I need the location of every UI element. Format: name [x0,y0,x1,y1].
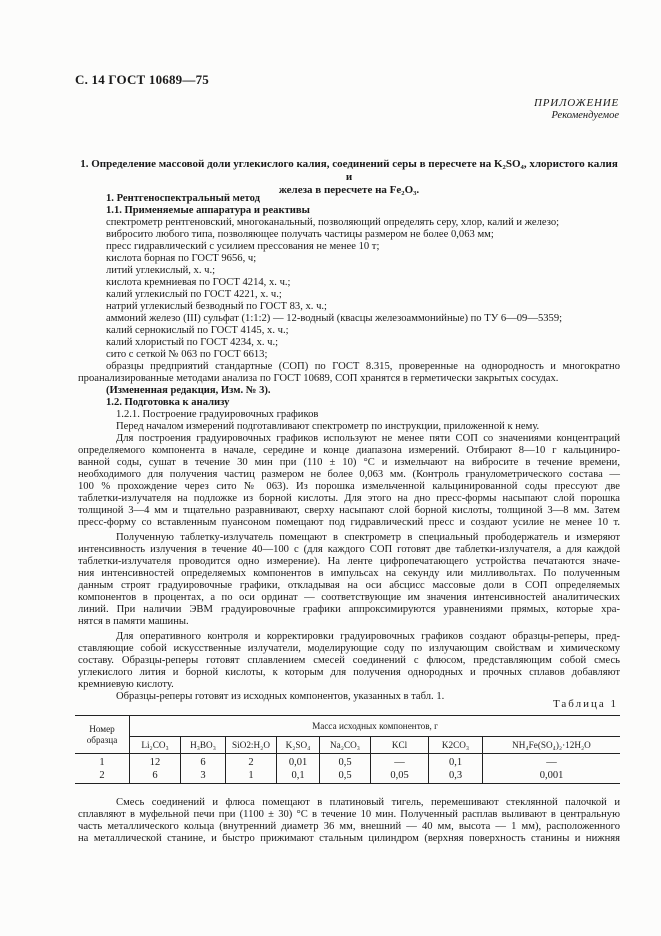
table-cell: — [483,754,621,769]
table-caption: Таблица 1 [552,698,618,710]
body-line: калий углекислый по ГОСТ 4221, х. ч.; [106,289,282,300]
body-line: кислота борная по ГОСТ 9656, ч; [106,253,257,264]
table-cell: 6 [130,768,181,783]
table-header-number-line-2: образца [86,734,118,745]
section-title-line-1: 1. Определение массовой доли углекислого калия, соединений серы в пересчете на K₂SO₄, хлористого калия и [80,158,618,183]
method-heading: 1. Рентгеноспектральный метод [106,193,260,204]
body-line: таблетки-излучателя проводится одно измерение). На ленте цифропечатающего устройства печатаются значе- [78,556,620,567]
table-column-header: Li₂CO₃ [130,737,181,754]
table-cell-row-number: 2 [99,769,105,781]
table-cell: 0,01 [277,754,320,769]
appendix-note: Рекомендуемое [551,110,619,121]
body-line: интенсивность излучения в течение 40—100 с (для каждого СОП готовят две таблетки-излучателя, а для каждой [78,544,620,555]
body-line: кремниевую кислоту. [78,679,174,690]
table-cell: 0,1 [277,768,320,783]
components-table [75,715,620,784]
table-cell: 0,3 [429,768,483,783]
body-line: Смесь соединений и флюса помещают в платиновый тигель, перемешивают стеклянной палочкой и [116,797,620,808]
body-line: на металлической станине, и быстро прижимают стальным цилиндром (верхняя поверхность станины и нижняя [78,833,620,844]
body-line: натрий углекислый безводный по ГОСТ 83, х. ч.; [106,301,327,312]
appendix-label: ПРИЛОЖЕНИЕ [534,97,619,109]
body-line: сплавляют в муфельной печи при (1100 ± 30) °С в течение 10 мин. Полученный расплав выливают в центральную [78,809,620,820]
table-column-header: Na₂CO₃ [320,737,371,754]
body-line: вибросито любого типа, позволяющее получать частицы размером не более 0,063 мм; [106,229,494,240]
table-cell: 0,1 [429,754,483,769]
table-cell: 0,5 [320,754,371,769]
table-column-header: H₃BO₃ [181,737,226,754]
table-column-header: SiO2:H₂O [226,737,277,754]
table-cell: 6 [181,754,226,769]
subsection-heading: 1.2.1. Построение градуировочных графиков [116,409,319,420]
table-header-number-line-1: Номер [89,723,115,734]
body-line: образцы предприятий стандартные (СОП) по ГОСТ 8.315, проверенные на однородность и многократно [106,361,620,372]
table-header-group: Масса исходных компонентов, г [130,716,621,737]
body-line: углекислого лития и борной кислоты, к которым для получения однородных и прочных сплавов добавляют [78,667,620,678]
appendix-label-block [534,97,619,121]
body-line: Полученную таблетку-излучатель помещают в спектрометр в специальный прободержатель и измеряют [116,532,620,543]
body-line: Перед началом измерений подготавливают спектрометр по инструкции, приложенной к нему. [116,421,540,432]
table-column-header: K₂SO₄ [277,737,320,754]
body-line: калий сернокислый по ГОСТ 4145, х. ч.; [106,325,289,336]
body-line: компонентов в процентах, а по оси ординат — соответствующие им значения интенсивностей аналитических [78,592,620,603]
table-column-header: K2CO₃ [429,737,483,754]
body-line: литий углекислый, х. ч.; [106,265,216,276]
body-line: сито с сеткой № 063 по ГОСТ 6613; [106,349,268,360]
table-header-number [75,716,130,754]
body-line: необходимого для получения частиц размером не более 0,063 мм. (Контроль гранулометрического состава — [78,469,620,480]
amendment-note: (Измененная редакция, Изм. № 3). [106,385,271,396]
body-line: определяемого компонента в начале, середине и конце диапазона измерений. Отбирают 8—10 г кальциниро- [78,445,620,456]
table-cell: — [371,754,429,769]
section-title-line-2: железа в пересчете на Fe₂O₃. [278,184,420,196]
body-line: ставляющие собой искусственные излучатели, моделирующие соду по излучающим свойствам и химическому [78,643,620,654]
body-line: линий. При наличии ЭВМ градуировочные графики аппроксимируются уравнениями прямых, которые хра- [78,604,620,615]
body-line: кислота кремниевая по ГОСТ 4214, х. ч.; [106,277,291,288]
body-line: Для оперативного контроля и корректировки градуировочных графиков создают образцы-реперы, пред- [116,631,620,642]
page-header: С. 14 ГОСТ 10689—75 [75,72,209,87]
body-line: пресс-форму со вставленным пуансоном помещают под гидравлический пресс и создают усилие не менее 10 т. [78,517,620,528]
body-line: 100 % прохождение через сито № 063). Из порошка измельченной кальцинированной соды прессуют две [78,481,620,492]
table-cell: 12 [130,754,181,769]
body-line: толщиной 3—4 мм и тщательно разравнивают, сверху насыпают слой борной кислоты, толщиной 3—8 мм. Затем [78,505,620,516]
body-line: Образцы-реперы готовят из исходных компонентов, указанных в табл. 1. [116,691,445,702]
equipment-heading: 1.1. Применяемые аппаратура и реактивы [106,205,310,216]
preparation-heading: 1.2. Подготовка к анализу [106,397,230,408]
table-cell: 3 [181,768,226,783]
body-line: пресс гидравлический с усилием прессования не менее 10 т; [106,241,380,252]
body-line: Для построения градуировочных графиков используют не менее пяти СОП со значениями концентраций [116,433,620,444]
table-cell: 0,05 [371,768,429,783]
body-line: данным строят градуировочные графики, откладывая на оси абсцисс массовые доли в СОП определяемых [78,580,620,591]
body-line: нятся в памяти машины. [78,616,189,627]
body-line: таблетки-излучателя на подложке из борной кислоты. Для этого на дно пресс-формы насыпают слой порошка [78,493,620,504]
section-title [78,158,620,197]
body-line: спектрометр рентгеновский, многоканальный, позволяющий определять серу, хлор, калий и железо; [106,217,560,228]
body-line: калий хлористый по ГОСТ 4234, х. ч.; [106,337,279,348]
body-line: составу. Образцы-реперы готовят сплавлением смесей соединений с флюсом, представляющим собой смесь [78,655,620,666]
body-line: проанализированные методами анализа по ГОСТ 10689, СОП хранятся в герметически закрытых сосудах. [78,373,559,384]
table-column-header: KCl [371,737,429,754]
table-cell: 0,001 [483,768,621,783]
body-line: ванной соды, сушат в течение 30 мин при (110 ± 10) °С и измельчают на вибросите в течение времени, [78,457,620,468]
table-column-header: NH₄Fe(SO₄)₂·12H₂O [483,737,621,754]
table-cell-row-number: 1 [99,757,105,768]
table-cell: 0,5 [320,768,371,783]
body-line: часть металлического кольца (внутренний диаметр 36 мм, внешний — 40 мм, высота — 1 мм), расположенного [78,821,620,832]
body-line: аммоний железо (III) сульфат (1:1:2) — 12-водный (квасцы железоаммонийные) по ТУ 6—09—5359; [106,313,563,324]
body-line: ния интенсивностей определяемых компонентов в импульсах на секунду или милливольтах. По полученным [78,568,620,579]
table-cell: 1 [226,768,277,783]
table-cell: 2 [226,754,277,769]
